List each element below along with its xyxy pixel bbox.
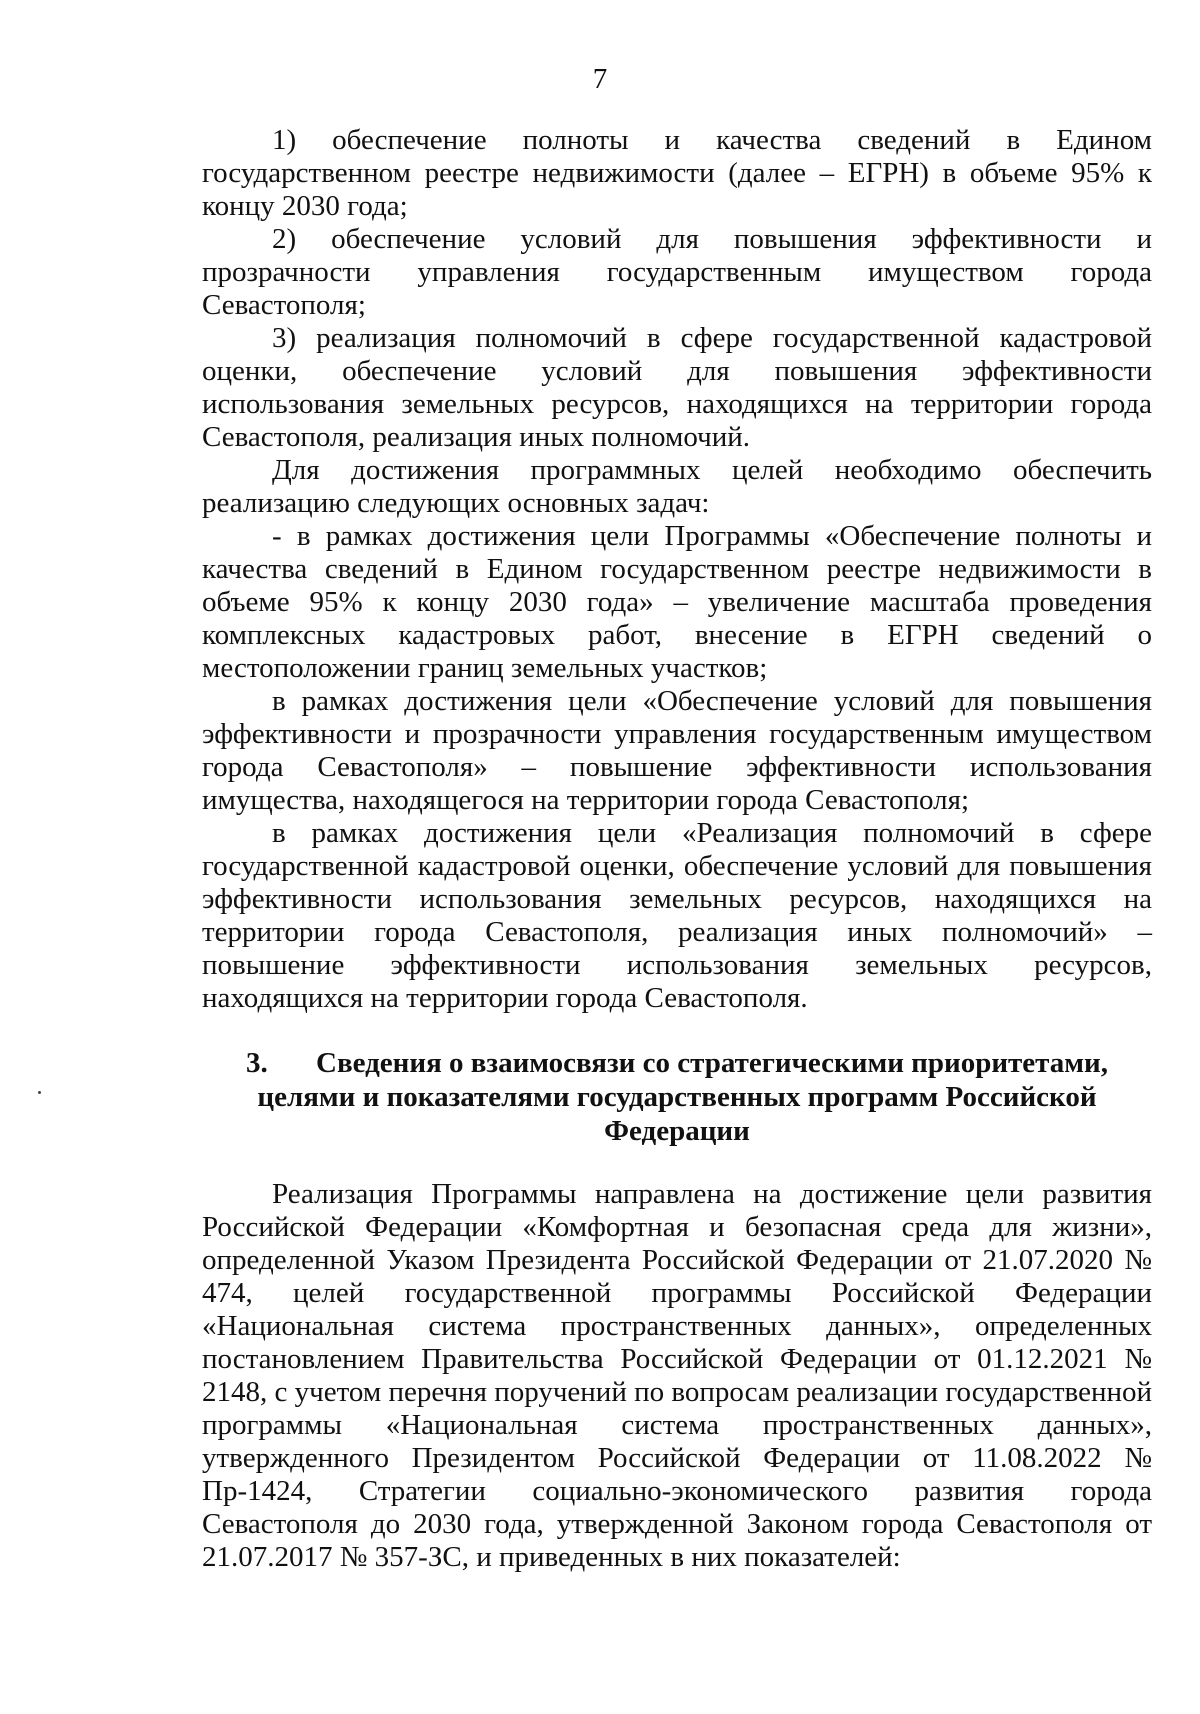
goal-item-1: 1) обеспечение полноты и качества сведений в Едином государственном реестре недвижимости (далее – ЕГРН) в объеме 95% к концу 2030 года; — [202, 124, 1152, 222]
section-3-text-block — [202, 1178, 1152, 1574]
section-3-title: Сведения о взаимосвязи со стратегическими приоритетами, целями и показателями государственных программ Российской Федерации — [257, 1047, 1108, 1147]
page-number: 7 — [592, 63, 608, 95]
goals-text-block — [202, 124, 1152, 1015]
goal-item-3: 3) реализация полномочий в сфере государственной кадастровой оценки, обеспечение условий для повышения эффективности использования земельных ресурсов, находящихся на территории города Севастополя, реализация иных полномочий. — [202, 322, 1152, 453]
tasks-intro: Для достижения программных целей необходимо обеспечить реализацию следующих основных задач: — [202, 454, 1152, 519]
scan-speck — [38, 1091, 41, 1094]
section-3-heading — [202, 1046, 1152, 1148]
task-item-2: в рамках достижения цели «Обеспечение условий для повышения эффективности и прозрачности управления государственным имуществом города Севастополя» – повышение эффективности использования имущества, находящегося на территории города Севастополя; — [202, 685, 1152, 816]
section-3-number: 3. — [246, 1047, 268, 1079]
section-3-paragraph: Реализация Программы направлена на достижение цели развития Российской Федерации «Комфортная и безопасная среда для жизни», определенной Указом Президента Российской Федерации от 21.07.2020 № 474, целей государственной программы Российской Федерации «Национальная система пространственных данных», определенных постановлением Правительства Российской Федерации от 01.12.2021 № 2148, с учетом перечня поручений по вопросам реализации государственной программы «Национальная система пространственных данных», утвержденного Президентом Российской Федерации от 11.08.2022 № Пр-1424, Стратегии социально-экономического развития города Севастополя до 2030 года, утвержденной Законом города Севастополя от 21.07.2017 № 357-ЗС, и приведенных в них показателей: — [202, 1178, 1152, 1573]
goal-item-2: 2) обеспечение условий для повышения эффективности и прозрачности управления государственным имуществом города Севастополя; — [202, 223, 1152, 321]
task-item-3: в рамках достижения цели «Реализация полномочий в сфере государственной кадастровой оценки, обеспечение условий для повышения эффективности использования земельных ресурсов, находящихся на территории города Севастополя, реализация иных полномочий» – повышение эффективности использования земельных ресурсов, находящихся на территории города Севастополя. — [202, 817, 1152, 1014]
task-item-1: - в рамках достижения цели Программы «Обеспечение полноты и качества сведений в Едином государственном реестре недвижимости в объеме 95% к концу 2030 года» – увеличение масштаба проведения комплексных кадастровых работ, внесение в ЕГРН сведений о местоположении границ земельных участков; — [202, 520, 1152, 684]
